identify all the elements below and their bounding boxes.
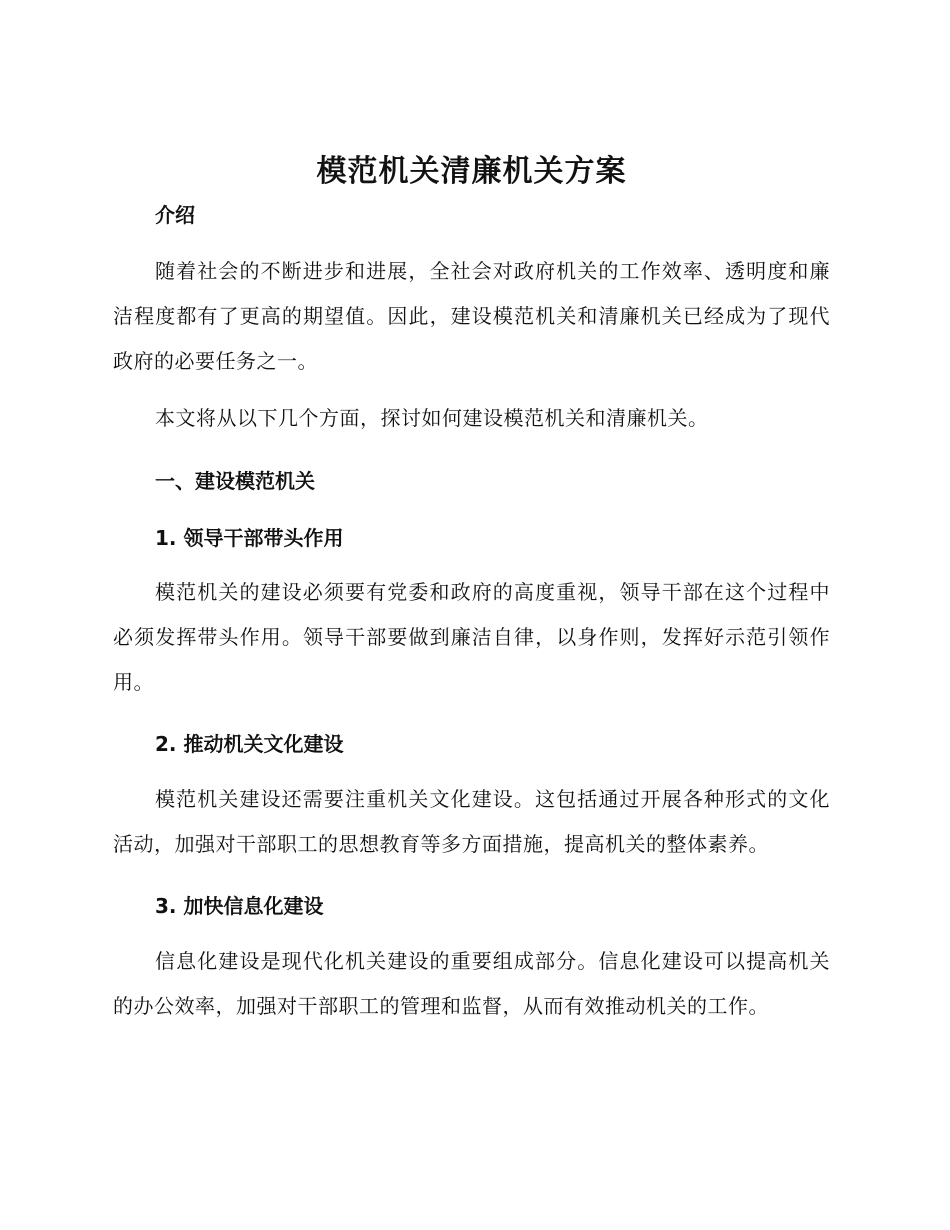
document-title: 模范机关清廉机关方案 xyxy=(316,154,627,189)
subsection-2-heading: 2. 推动机关文化建设 xyxy=(155,732,344,756)
section1-heading: 一、建设模范机关 xyxy=(155,469,315,493)
scope-paragraph: 本文将从以下几个方面，探讨如何建设模范机关和清廉机关。 xyxy=(155,406,709,430)
subsection-1-heading: 1. 领导干部带头作用 xyxy=(155,526,344,550)
subsection-3-heading: 3. 加快信息化建设 xyxy=(155,894,324,918)
subsection-1-paragraph: 模范机关的建设必须要有党委和政府的高度重视，领导干部在这个过程中必须发挥带头作用。领导干部要做到廉洁自律，以身作则，发挥好示范引领作用。 xyxy=(113,580,830,694)
subsection-3-paragraph: 信息化建设是现代化机关建设的重要组成部分。信息化建设可以提高机关的办公效率，加强对干部职工的管理和监督，从而有效推动机关的工作。 xyxy=(113,949,830,1018)
intro-heading: 介绍 xyxy=(155,203,195,227)
subsection-2-paragraph: 模范机关建设还需要注重机关文化建设。这包括通过开展各种形式的文化活动，加强对干部职工的思想教育等多方面措施，提高机关的整体素养。 xyxy=(113,787,830,856)
intro-paragraph: 随着社会的不断进步和进展，全社会对政府机关的工作效率、透明度和廉洁程度都有了更高的期望值。因此，建设模范机关和清廉机关已经成为了现代政府的必要任务之一。 xyxy=(113,259,830,373)
